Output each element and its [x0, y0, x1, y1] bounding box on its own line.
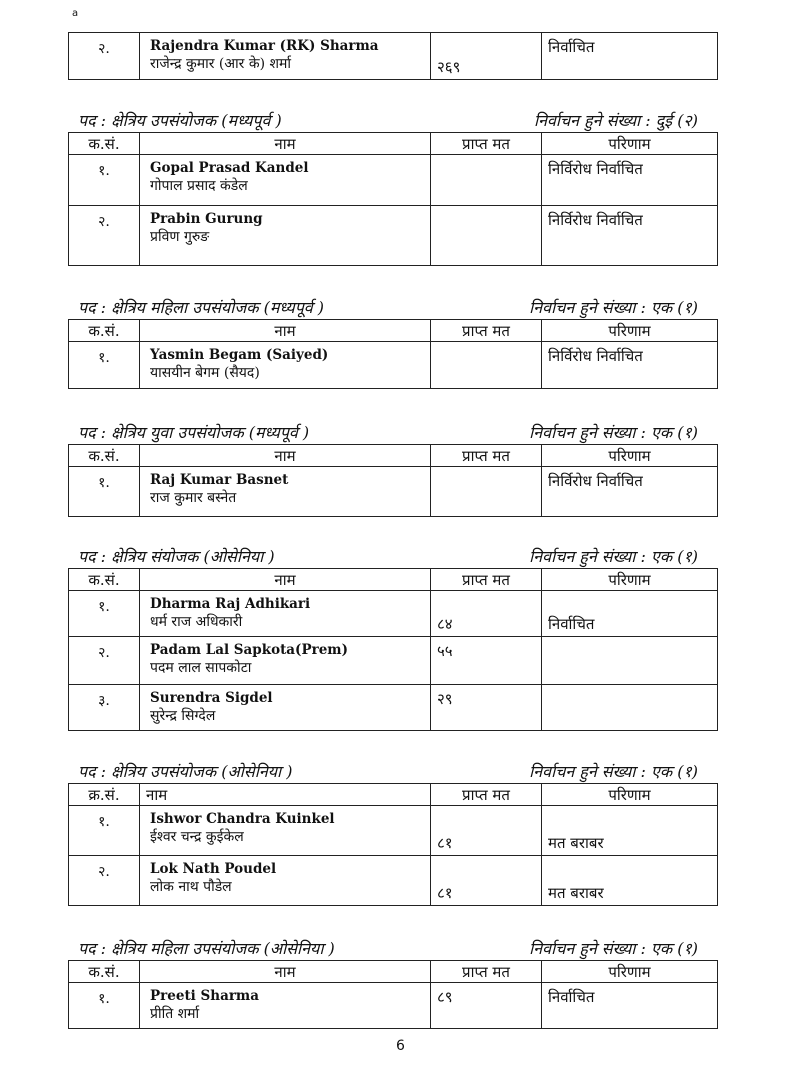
serial-number: २.	[69, 637, 140, 685]
post-title: पद : क्षेत्रिय उपसंयोजक (ओसेनिया )	[78, 762, 293, 781]
name-nepali: प्रीति शर्मा	[150, 1006, 200, 1022]
votes	[431, 155, 542, 206]
name-nepali: प्रविण गुरुङ	[150, 229, 210, 245]
header-name: नाम	[140, 445, 431, 467]
post-title: पद : क्षेत्रिय महिला उपसंयोजक (ओसेनिया )	[78, 939, 335, 958]
serial-number: १.	[69, 591, 140, 637]
post-title: पद : क्षेत्रिय संयोजक (ओसेनिया )	[78, 547, 275, 566]
results-table	[68, 568, 718, 731]
result: निर्वाचित	[542, 983, 718, 1029]
seat-count: निर्वाचन हुने संख्या : एक (१)	[529, 423, 698, 442]
seat-count: निर्वाचन हुने संख्या : एक (१)	[529, 939, 698, 958]
votes: २९	[431, 685, 542, 731]
results-table	[68, 319, 718, 389]
header-serial: क.सं.	[69, 961, 140, 983]
candidate-name	[140, 591, 431, 637]
candidate-name	[140, 637, 431, 685]
section-heading	[78, 937, 698, 959]
serial-number: १.	[69, 467, 140, 517]
table-header-row	[69, 961, 718, 983]
name-english: Preeti Sharma	[150, 988, 259, 1004]
candidate-name	[140, 467, 431, 517]
serial-number: २.	[69, 856, 140, 906]
votes	[431, 206, 542, 266]
header-serial: क.सं.	[69, 320, 140, 342]
seat-count: निर्वाचन हुने संख्या : एक (१)	[529, 547, 698, 566]
header-serial: क.सं.	[69, 133, 140, 155]
candidate-name	[140, 33, 431, 80]
result: निर्विरोध निर्वाचित	[542, 342, 718, 389]
name-english: Yasmin Begam (Saiyed)	[150, 347, 329, 363]
table-row	[69, 856, 718, 906]
votes: ८४	[431, 591, 542, 637]
votes: ५५	[431, 637, 542, 685]
candidate-name	[140, 206, 431, 266]
result: मत बराबर	[542, 856, 718, 906]
serial-number: २.	[69, 33, 140, 80]
table-row	[69, 685, 718, 731]
header-name: नाम	[140, 133, 431, 155]
serial-number: २.	[69, 206, 140, 266]
post-title: पद : क्षेत्रिय युवा उपसंयोजक (मध्यपूर्व )	[78, 423, 310, 442]
name-english: Rajendra Kumar (RK) Sharma	[150, 38, 379, 54]
table-header-row	[69, 569, 718, 591]
table-header-row	[69, 133, 718, 155]
name-nepali: ईश्वर चन्द्र कुईकेल	[150, 829, 244, 845]
table-row	[69, 155, 718, 206]
candidate-name	[140, 155, 431, 206]
table-row	[69, 983, 718, 1029]
section-heading	[78, 109, 698, 131]
table-row	[69, 342, 718, 389]
header-votes: प्राप्त मत	[431, 961, 542, 983]
header-result: परिणाम	[542, 133, 718, 155]
name-nepali: लोक नाथ पौडेल	[150, 879, 232, 895]
header-name: नाम	[140, 784, 431, 806]
name-nepali: यासयीन बेगम (सैयद)	[150, 365, 260, 381]
header-votes: प्राप्त मत	[431, 133, 542, 155]
page-number: 6	[396, 1038, 405, 1054]
serial-number: १.	[69, 155, 140, 206]
table-header-row	[69, 320, 718, 342]
name-nepali: राज कुमार बस्नेत	[150, 490, 237, 506]
name-nepali: पदम लाल सापकोटा	[150, 660, 252, 676]
serial-number: १.	[69, 983, 140, 1029]
table-row	[69, 33, 718, 80]
result: निर्वाचित	[542, 33, 718, 80]
candidate-name	[140, 856, 431, 906]
serial-number: १.	[69, 806, 140, 856]
results-table	[68, 783, 718, 906]
name-english: Padam Lal Sapkota(Prem)	[150, 642, 348, 658]
results-table	[68, 132, 718, 266]
header-serial: क्र.सं.	[69, 784, 140, 806]
post-title: पद : क्षेत्रिय उपसंयोजक (मध्यपूर्व )	[78, 111, 282, 130]
votes	[431, 467, 542, 517]
table-header-row	[69, 445, 718, 467]
serial-number: ३.	[69, 685, 140, 731]
name-english: Raj Kumar Basnet	[150, 472, 289, 488]
header-result: परिणाम	[542, 961, 718, 983]
name-nepali: गोपाल प्रसाद कंडेल	[150, 178, 248, 194]
header-result: परिणाम	[542, 320, 718, 342]
corner-mark: a	[72, 8, 79, 19]
table-row	[69, 637, 718, 685]
table-row	[69, 206, 718, 266]
results-table	[68, 444, 718, 517]
table-row	[69, 806, 718, 856]
name-nepali: धर्म राज अधिकारी	[150, 614, 243, 630]
table-row	[69, 467, 718, 517]
candidate-name	[140, 983, 431, 1029]
section-heading	[78, 296, 698, 318]
votes: ८९	[431, 983, 542, 1029]
seat-count: निर्वाचन हुने संख्या : एक (१)	[529, 762, 698, 781]
header-name: नाम	[140, 320, 431, 342]
name-english: Gopal Prasad Kandel	[150, 160, 309, 176]
candidate-name	[140, 685, 431, 731]
header-serial: क.सं.	[69, 569, 140, 591]
header-votes: प्राप्त मत	[431, 445, 542, 467]
header-votes: प्राप्त मत	[431, 320, 542, 342]
header-result: परिणाम	[542, 445, 718, 467]
name-english: Prabin Gurung	[150, 211, 263, 227]
candidate-name	[140, 342, 431, 389]
result	[542, 685, 718, 731]
votes: ८१	[431, 856, 542, 906]
name-english: Lok Nath Poudel	[150, 861, 277, 877]
name-nepali: सुरेन्द्र सिग्देल	[150, 708, 216, 724]
header-serial: क.सं.	[69, 445, 140, 467]
section-heading	[78, 760, 698, 782]
results-table	[68, 960, 718, 1029]
header-votes: प्राप्त मत	[431, 569, 542, 591]
result	[542, 637, 718, 685]
table-row	[69, 591, 718, 637]
result: निर्विरोध निर्वाचित	[542, 206, 718, 266]
section-heading	[78, 421, 698, 443]
name-english: Ishwor Chandra Kuinkel	[150, 811, 335, 827]
result: निर्विरोध निर्वाचित	[542, 155, 718, 206]
serial-number: १.	[69, 342, 140, 389]
section-heading	[78, 545, 698, 567]
result: मत बराबर	[542, 806, 718, 856]
header-votes: प्राप्त मत	[431, 784, 542, 806]
name-nepali: राजेन्द्र कुमार (आर के) शर्मा	[150, 56, 292, 72]
votes: ८१	[431, 806, 542, 856]
header-name: नाम	[140, 569, 431, 591]
result: निर्वाचित	[542, 591, 718, 637]
header-result: परिणाम	[542, 784, 718, 806]
header-name: नाम	[140, 961, 431, 983]
table-header-row	[69, 784, 718, 806]
name-english: Surendra Sigdel	[150, 690, 273, 706]
votes: २६९	[431, 33, 542, 80]
seat-count: निर्वाचन हुने संख्या : एक (१)	[529, 298, 698, 317]
seat-count: निर्वाचन हुने संख्या : दुई (२)	[533, 111, 698, 130]
result: निर्विरोध निर्वाचित	[542, 467, 718, 517]
header-result: परिणाम	[542, 569, 718, 591]
continued-table	[68, 32, 718, 80]
name-english: Dharma Raj Adhikari	[150, 596, 311, 612]
votes	[431, 342, 542, 389]
candidate-name	[140, 806, 431, 856]
post-title: पद : क्षेत्रिय महिला उपसंयोजक (मध्यपूर्व )	[78, 298, 325, 317]
